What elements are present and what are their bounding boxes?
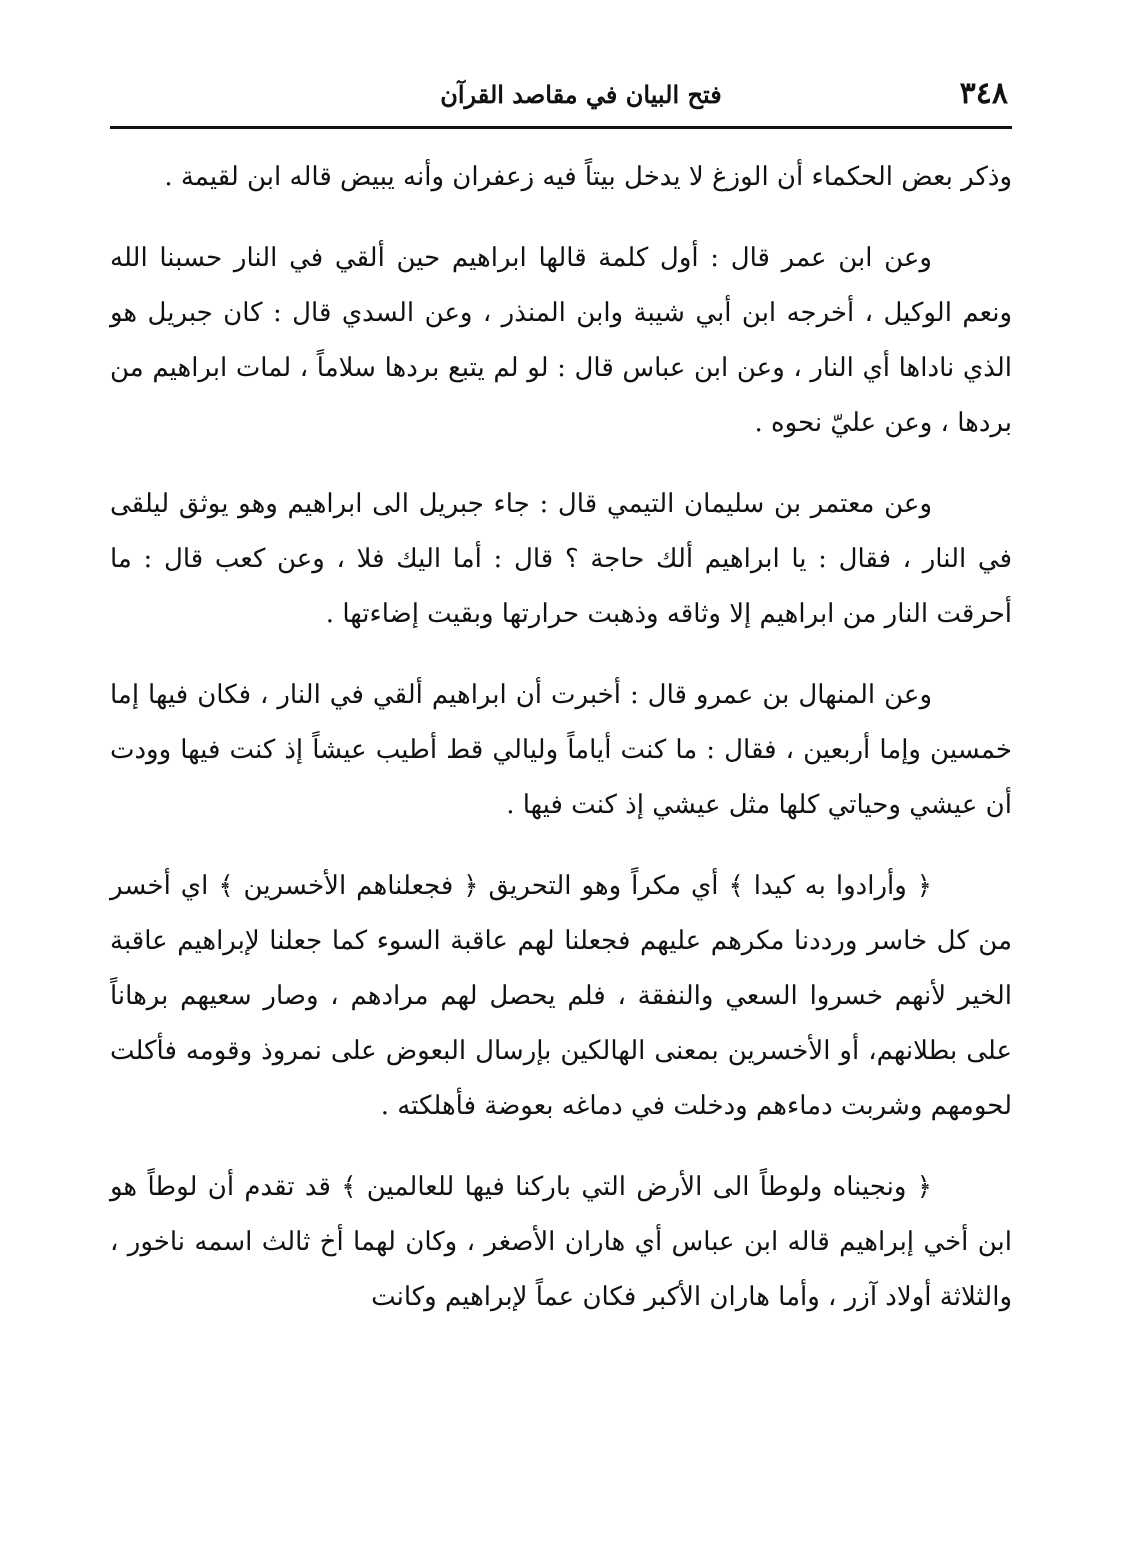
paragraph bbox=[110, 859, 1012, 1134]
book-title: فتح البيان في مقاصد القرآن bbox=[440, 80, 722, 109]
paragraph-text: ﴿ وأرادوا به كيدا ﴾ أي مكراً وهو التحريق ﴿ فجعلناهم الأخسرين ﴾ اي أخسر من كل خاسر ورددنا مكرهم عليهم فجعلنا لهم عاقبة السوء كما جعلنا لإبراهيم عاقبة الخير لأنهم خسروا السعي والنفقة ، فلم يحصل لهم مرادهم ، وصار سعيهم برهاناً على بطلانهم، أو الأخسرين بمعنى الهالكين بإرسال البعوض على نمروذ وقومه فأكلت لحومهم وشربت دماءهم ودخلت في دماغه بعوضة فأهلكته . bbox=[110, 871, 1012, 1121]
paragraph bbox=[110, 150, 1012, 205]
body-text bbox=[110, 150, 1012, 1351]
paragraph bbox=[110, 477, 1012, 642]
paragraph-text: وعن معتمر بن سليمان التيمي قال : جاء جبريل الى ابراهيم وهو يوثق ليلقى في النار ، فقال : يا ابراهيم ألك حاجة ؟ قال : أما اليك فلا ، وعن كعب قال : ما أحرقت النار من ابراهيم إلا وثاقه وذهبت حرارتها وبقيت إضاءتها . bbox=[110, 489, 1012, 629]
paragraph-text: ﴿ ونجيناه ولوطاً الى الأرض التي باركنا فيها للعالمين ﴾ قد تقدم أن لوطاً هو ابن أخي إبراهيم قاله ابن عباس أي هاران الأصغر ، وكان لهما أخ ثالث اسمه ناخور ، والثلاثة أولاد آزر ، وأما هاران الأكبر فكان عماً لإبراهيم وكانت bbox=[110, 1172, 1012, 1312]
book-page bbox=[110, 0, 1012, 1560]
paragraph-text: وعن المنهال بن عمرو قال : أخبرت أن ابراهيم ألقي في النار ، فكان فيها إما خمسين وإما أربعين ، فقال : ما كنت أياماً وليالي قط أطيب عيشاً إذ كنت فيها وودت أن عيشي وحياتي كلها مثل عيشي إذ كنت فيها . bbox=[110, 680, 1012, 820]
running-header bbox=[110, 72, 1012, 129]
paragraph bbox=[110, 231, 1012, 451]
paragraph bbox=[110, 1160, 1012, 1325]
paragraph-text: وذكر بعض الحكماء أن الوزغ لا يدخل بيتاً فيه زعفران وأنه يبيض قاله ابن لقيمة . bbox=[164, 162, 1012, 192]
paragraph-text: وعن ابن عمر قال : أول كلمة قالها ابراهيم حين ألقي في النار حسبنا الله ونعم الوكيل ، أخرجه ابن أبي شيبة وابن المنذر ، وعن السدي قال : كان جبريل هو الذي ناداها أي النار ، وعن ابن عباس قال : لو لم يتبع بردها سلاماً ، لمات ابراهيم من بردها ، وعن عليّ نحوه . bbox=[110, 243, 1012, 438]
page-number: ٣٤٨ bbox=[959, 76, 1008, 111]
paragraph bbox=[110, 668, 1012, 833]
